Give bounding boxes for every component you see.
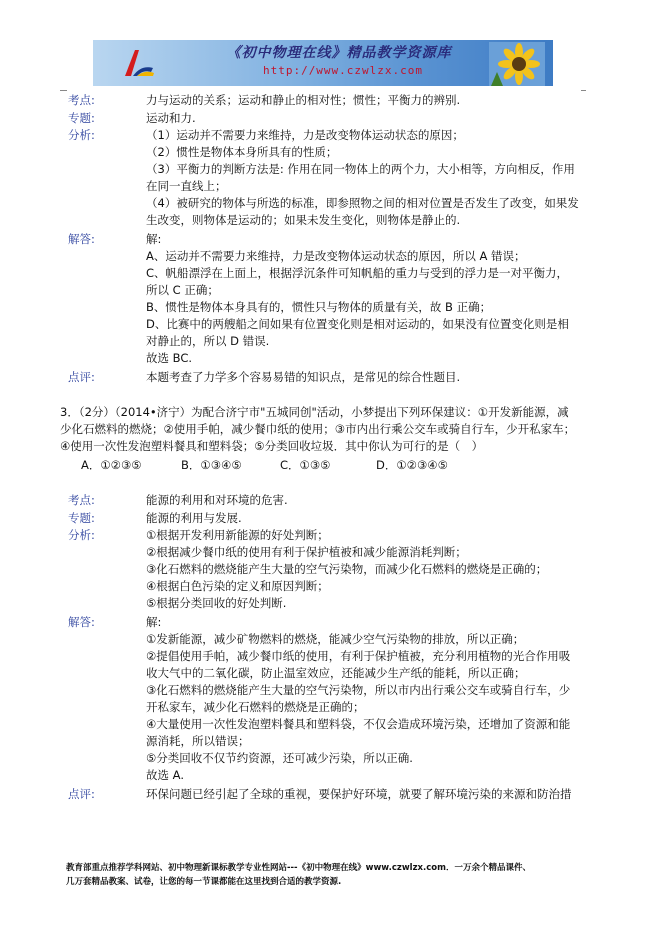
q2-fenxi-line: （3）平衡力的判断方法是: 作用在同一物体上的两个力，大小相等，方向相反，作用	[146, 162, 575, 176]
q2-dianping-label: 点评:	[68, 370, 95, 384]
header-banner	[93, 40, 553, 86]
q2-kaodian-text: 力与运动的关系；运动和静止的相对性；惯性；平衡力的辨别.	[146, 93, 461, 107]
q3-zhuanti-label: 专题:	[68, 511, 95, 525]
q3-fenxi-line: ④根据白色污染的定义和原因判断；	[146, 579, 329, 593]
q2-fenxi-line: 在同一直线上；	[146, 179, 227, 193]
q2-jieda-line: C、帆船漂浮在上面上，根据浮沉条件可知帆船的重力与受到的浮力是一对平衡力，	[146, 266, 569, 280]
q2-jieda-line: B、惯性是物体本身具有的，惯性只与物体的质量有关，故 B 正确；	[146, 300, 492, 314]
banner-url[interactable]: http://www.czwlzx.com	[262, 64, 424, 77]
q3-dianping-label: 点评:	[68, 787, 95, 801]
q3-option-c: C．①③⑤	[280, 458, 331, 472]
q2-zhuanti-text: 运动和力.	[146, 111, 196, 125]
q2-jieda-label: 解答:	[68, 232, 95, 246]
header-rule-left	[60, 90, 67, 91]
q3-fenxi-line: ①根据开发利用新能源的好处判断；	[146, 528, 329, 542]
footer-line: 几万套精品教案、试卷，让您的每一节课都能在这里找到合适的教学资源.	[66, 877, 342, 887]
q2-jieda-line: D、比赛中的两艘船之间如果有位置变化则是相对运动的，如果没有位置变化则是相	[146, 317, 569, 331]
q2-fenxi-line: 生改变，则物体是运动的；如果未发生变化，则物体是静止的.	[146, 213, 461, 227]
q3-stem-line: 3．（2分）（2014•济宁）为配合济宁市"五城同创"活动，小梦提出下列环保建议：①开发新能源，减	[60, 405, 569, 419]
banner-title: 《初中物理在线》精品教学资源库	[226, 45, 452, 61]
q2-fenxi-line: （4）被研究的物体与所选的标准，即参照物之间的相对位置是否发生了改变，如果发	[146, 196, 579, 210]
q2-dianping-text: 本题考查了力学多个容易易错的知识点，是常见的综合性题目.	[146, 370, 461, 384]
q3-jieda-line: 故选 A.	[146, 768, 184, 782]
q3-jieda-line: ②提倡使用手帕，减少餐巾纸的使用，有利于保护植被，充分利用植物的光合作用吸	[146, 649, 571, 663]
q2-fenxi-line: （2）惯性是物体本身所具有的性质；	[146, 145, 338, 159]
q3-fenxi-line: ②根据减少餐巾纸的使用有利于保护植被和减少能源消耗判断；	[146, 545, 467, 559]
q3-fenxi-line: ③化石燃料的燃烧能产生大量的空气污染物，而减少化石燃料的燃烧是正确的；	[146, 562, 548, 576]
q3-stem-line: 少化石燃料的燃烧；②使用手帕，减少餐巾纸的使用；③市内出行乘公交车或骑自行车，少开私家车；	[60, 422, 576, 436]
q2-fenxi-label: 分析:	[68, 128, 95, 142]
q2-fenxi-line: （1）运动并不需要力来维持，力是改变物体运动状态的原因；	[146, 128, 464, 142]
q2-jieda-line: A、运动并不需要力来维持，力是改变物体运动状态的原因，所以 A 错误；	[146, 249, 526, 263]
q3-kaodian-label: 考点:	[68, 493, 95, 507]
q2-jieda-line: 所以 C 正确；	[146, 283, 219, 297]
q3-option-b: B．①③④⑤	[181, 458, 242, 472]
q3-jieda-line: 收大气中的二氧化碳，防止温室效应，还能减少生产纸的能耗，所以正确；	[146, 666, 526, 680]
site-logo-icon	[121, 46, 155, 80]
q3-jieda-line: 源消耗，所以错误；	[146, 734, 250, 748]
footer-line: 教育部重点推荐学科网站、初中物理新课标教学专业性网站---《初中物理在线》www.czwlzx.com．一万余个精品课件、	[66, 863, 531, 873]
header-rule-right	[581, 90, 586, 91]
q3-jieda-line: ⑤分类回收不仅节约资源，还可减少污染，所以正确.	[146, 751, 413, 765]
q3-fenxi-label: 分析:	[68, 528, 95, 542]
q2-jieda-line: 解:	[146, 232, 162, 246]
q3-jieda-line: 解:	[146, 615, 162, 629]
q3-kaodian-text: 能源的利用和对环境的危害.	[146, 493, 288, 507]
q3-dianping-text: 环保问题已经引起了全球的重视，要保护好环境，就要了解环境污染的来源和防治措	[146, 787, 572, 801]
q3-fenxi-line: ⑤根据分类回收的好处判断.	[146, 596, 287, 610]
q3-jieda-label: 解答:	[68, 615, 95, 629]
q3-jieda-line: ①发新能源，减少矿物燃料的燃烧，能减少空气污染物的排放，所以正确；	[146, 632, 525, 646]
q3-option-a: A．①②③⑤	[81, 458, 142, 472]
q3-jieda-line: ③化石燃料的燃烧能产生大量的空气污染物，所以市内出行乘公交车或骑自行车，少	[146, 683, 571, 697]
q3-option-d: D．①②③④⑤	[376, 458, 448, 472]
sunflower-icon	[489, 42, 545, 86]
q3-stem-line: ④使用一次性发泡塑料餐具和塑料袋；⑤分类回收垃圾．其中你认为可行的是（ ）	[60, 439, 484, 453]
q2-jieda-line: 对静止的，所以 D 错误.	[146, 334, 270, 348]
q3-zhuanti-text: 能源的利用与发展.	[146, 511, 242, 525]
q2-zhuanti-label: 专题:	[68, 111, 95, 125]
q2-jieda-line: 故选 BC.	[146, 351, 193, 365]
q2-kaodian-label: 考点:	[68, 93, 95, 107]
q3-jieda-line: ④大量使用一次性发泡塑料餐具和塑料袋，不仅会造成环境污染，还增加了资源和能	[146, 717, 571, 731]
q3-jieda-line: 开私家车，减少化石燃料的燃烧是正确的；	[146, 700, 365, 714]
